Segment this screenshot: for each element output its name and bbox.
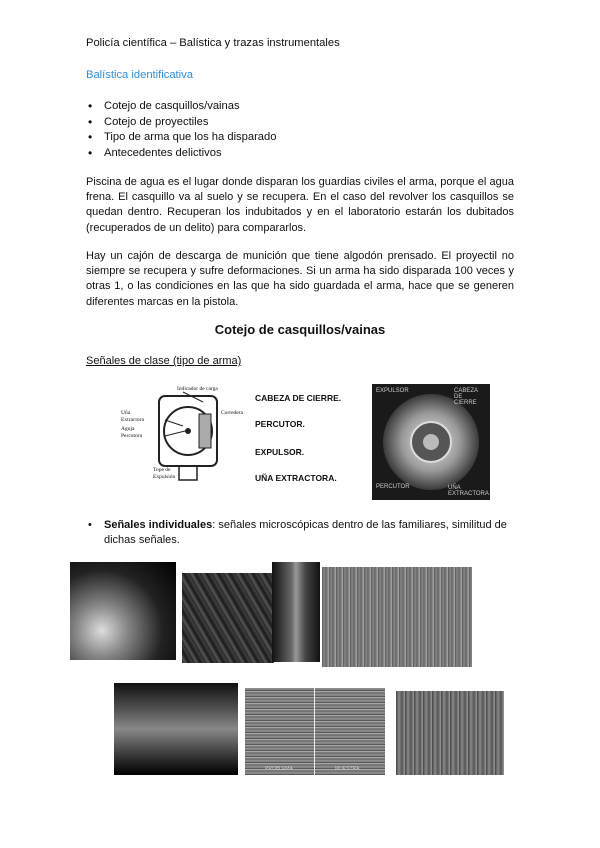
- bullet-dot: •: [88, 519, 92, 531]
- paragraph-1: Piscina de agua es el lugar donde disparan los guardias civiles el arma, porque el agua frena. El casquillo va al suelo y se recupera. En el caso del revolver los casquillos se quedan dentro. Recuperan los indubitados y en el laboratorio estarán los dubitados (recuperados de un delito) para compararlos.: [86, 176, 514, 234]
- label-corredera: Corredera: [221, 410, 243, 416]
- comparison-photo: [245, 688, 385, 775]
- label-photo-cabeza: CABEZA DE CIERRE: [454, 388, 478, 406]
- label-una-extractora: UÑA EXTRACTORA.: [255, 473, 337, 483]
- page-header: Policía científica – Balística y trazas instrumentales: [86, 37, 340, 49]
- label-una: Uña: [121, 410, 131, 416]
- micro-photo-3: [272, 562, 320, 662]
- micro-photo-5: [114, 683, 238, 775]
- label-aguja: Aguja: [121, 426, 135, 432]
- label-tope: Tope de: [153, 467, 171, 473]
- comparison-divider: [314, 688, 315, 775]
- label-percutora: Percutora: [121, 433, 143, 439]
- label-photo-expulsor: EXPULSOR: [376, 388, 409, 394]
- list-item: • Tipo de arma que los ha disparado: [86, 130, 276, 146]
- micro-photo-2: [181, 572, 275, 664]
- label-percutor: PERCUTOR.: [255, 419, 305, 429]
- micro-photo-1: [70, 562, 176, 660]
- label-indicador: Indicador de carga: [177, 386, 218, 392]
- micro-photo-4: [320, 565, 474, 669]
- section-title: Balística identificativa: [86, 69, 193, 81]
- label-photo-percutor: PERCUTOR: [376, 484, 410, 490]
- label-extractora: Extractora: [121, 417, 144, 423]
- heading-cotejo: Cotejo de casquillos/vainas: [214, 322, 386, 337]
- list-item: • Cotejo de casquillos/vainas: [86, 99, 276, 115]
- label-expulsor: EXPULSOR.: [255, 447, 305, 457]
- individual-marks-text: : señales microscópicas dentro de las familiares, similitud de dichas señales.: [104, 519, 507, 546]
- breech-diagram: [113, 384, 351, 498]
- micro-photo-6: [396, 691, 504, 775]
- label-problema: PROBLEMA: [265, 766, 293, 772]
- label-photo-una: UÑA EXTRACTORA: [448, 485, 489, 497]
- subheading-senales-clase: Señales de clase (tipo de arma): [86, 355, 242, 367]
- list-item: • Cotejo de proyectiles: [86, 115, 276, 131]
- label-expulsion: Expulsión: [153, 474, 176, 480]
- paragraph-2: Hay un cajón de descarga de munición que tiene algodón prensado. El proyectil no siempre se recupera y sufre deformaciones. Si un arma ha sido disparada 100 veces y otras 1, o las condiciones en las que ha sido guardada el arma, hace que se generen diferentes marcas en la pistola.: [86, 250, 514, 308]
- cartridge-head-photo: [372, 384, 490, 500]
- individual-marks-item: [86, 518, 516, 548]
- label-muestra: MUESTRA: [335, 766, 360, 772]
- label-cabeza-cierre: CABEZA DE CIERRE.: [255, 393, 342, 403]
- list-item: • Antecedentes delictivos: [86, 146, 276, 162]
- individual-marks-bold: Señales individuales: [104, 519, 213, 531]
- bullet-list: [86, 99, 276, 161]
